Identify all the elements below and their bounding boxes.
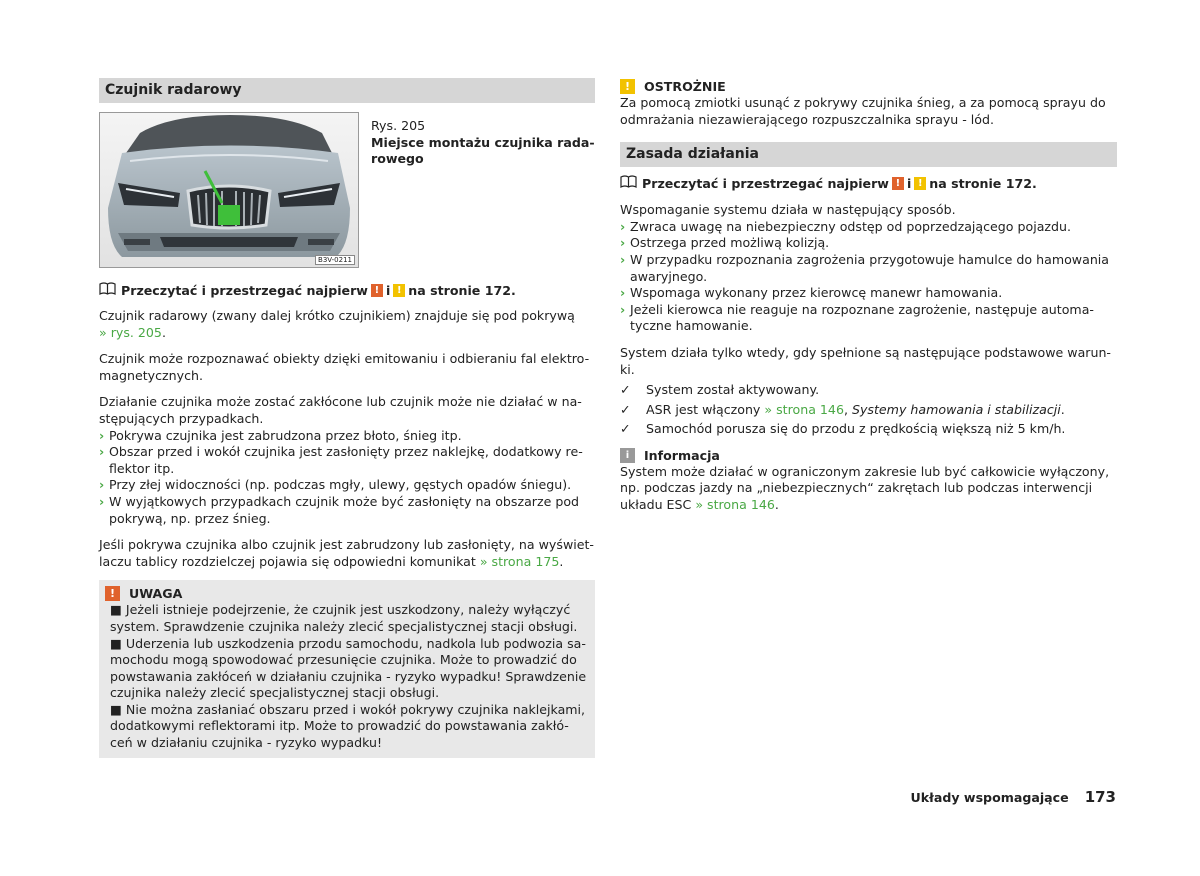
warning-icon: ! xyxy=(371,284,383,297)
caution-text: Za pomocą zmiotki usunąć z pokrywy czujnika śnieg, a za pomocą sprayu do odmrażania niezawierającego rozpuszczalnika sprayu - lód. xyxy=(620,95,1106,127)
check-item: ✓ ASR jest włączony » strona 146, Systemy hamowania i stabilizacji. xyxy=(620,400,1117,420)
link-fig-205[interactable]: » rys. 205 xyxy=(99,324,162,340)
check-item: ✓ System został aktywowany. xyxy=(620,380,1117,400)
list-item: › Zwraca uwagę na niebezpieczny odstęp od poprzedzającego pojazdu. xyxy=(620,218,1072,234)
warning-box xyxy=(99,580,595,757)
section-heading-principle: Zasada działania xyxy=(620,142,1117,167)
section-heading-radar-sensor: Czujnik radarowy xyxy=(99,78,595,103)
car-illustration xyxy=(100,113,358,267)
check-icon: ✓ xyxy=(620,421,631,437)
info-text: System może działać w ograniczonym zakresie lub być całkowicie wyłączony, np. podczas jazdy na „niebezpiecznych“ zakrętach lub podczas interwencji układu ESC » strona 146. xyxy=(620,463,1110,512)
warning-title: ! UWAGA xyxy=(105,584,589,602)
list-item: › Obszar przed i wokół czujnika jest zasłonięty przez naklejkę, dodatkowy re- flektor itp. xyxy=(99,444,583,476)
warning-icon: ! xyxy=(105,586,120,601)
caution-title: ! OSTROŻNIE xyxy=(620,78,1117,95)
read-first-page: na stronie 172. xyxy=(929,175,1037,191)
paragraph-4: Jeśli pokrywa czujnika albo czujnik jest zabrudzony lub zasłonięty, na wyświet- laczu tablicy rozdzielczej pojawia się odpowiedni komunikat » strona 175. xyxy=(99,537,594,569)
list-item: › W wyjątkowych przypadkach czujnik może być zasłonięty na obszarze pod pokrywą, np. przez śnieg. xyxy=(99,493,580,526)
read-first-and: i xyxy=(906,175,912,191)
read-first-note xyxy=(99,281,595,299)
info-icon: i xyxy=(620,448,635,463)
figure-number: Rys. 205 xyxy=(371,118,426,133)
paragraph-1: Czujnik radarowy (zwany dalej krótko czujnikiem) znajduje się pod pokrywą » rys. 205. xyxy=(99,308,575,340)
conditions-text: System działa tylko wtedy, gdy spełnione są następujące podstawowe warun- ki. xyxy=(620,344,1111,377)
list-item: › Pokrywa czujnika jest zabrudzona przez błoto, śnieg itp. xyxy=(99,427,462,443)
link-page-175[interactable]: » strona 175 xyxy=(479,553,560,569)
read-first-text: Przeczytać i przestrzegać najpierw xyxy=(121,282,368,298)
info-title: i Informacja xyxy=(620,447,1117,464)
list-item: › W przypadku rozpoznania zagrożenia przygotowuje hamulce do hamowania awaryjnego. xyxy=(620,251,1110,284)
check-icon: ✓ xyxy=(620,401,631,417)
figure-caption-line-1: Miejsce montażu czujnika rada- xyxy=(371,134,595,150)
figure xyxy=(99,112,595,268)
list-item: › Przy złej widoczności (np. podczas mgły, ulewy, gęstych opadów śniegu). xyxy=(99,477,572,493)
read-first-text: Przeczytać i przestrzegać najpierw xyxy=(642,175,889,191)
read-first-page: na stronie 172. xyxy=(408,282,516,298)
page-number: 173 xyxy=(1084,788,1116,806)
intro-text: Wspomaganie systemu działa w następujący sposób. xyxy=(620,202,956,218)
figure-caption-line-2: rowego xyxy=(371,151,424,167)
read-first-and: i xyxy=(385,282,391,298)
check-icon: ✓ xyxy=(620,382,631,398)
figure-caption xyxy=(371,112,595,268)
page-footer xyxy=(911,788,1116,806)
footer-section-title: Układy wspomagające xyxy=(910,790,1069,805)
link-page-146[interactable]: » strona 146 xyxy=(764,401,844,417)
book-icon xyxy=(620,175,642,191)
bullet-list xyxy=(99,428,595,528)
check-item: ✓ Samochód porusza się do przodu z prędkością większą niż 5 km/h. xyxy=(620,419,1117,439)
paragraph-3: Działanie czujnika może zostać zakłócone lub czujnik może nie działać w na- stępujących przypadkach. xyxy=(99,394,582,426)
book-icon xyxy=(99,282,121,298)
figure-code: B3V-0211 xyxy=(315,255,355,265)
read-first-note xyxy=(620,174,1117,192)
paragraph-2: Czujnik może rozpoznawać obiekty dzięki emitowaniu i odbieraniu fal elektro- magnetycznych. xyxy=(99,351,590,383)
link-page-146[interactable]: » strona 146 xyxy=(695,496,775,512)
check-list xyxy=(620,380,1117,439)
bullet-list xyxy=(620,219,1117,335)
warning-text: ■ Jeżeli istnieje podejrzenie, że czujnik jest uszkodzony, należy wyłączyć system. Sprawdzenie czujnika należy zlecić specjalistycznej stacji obsługi. ■ Uderzenia lub uszkodzenia przodu samochodu, nadkola lub podwozia sa- mochodu mogą spowodować przesunięcie czujnika. Może to prowadzić do powstawania zakłóceń w działaniu czujnika - ryzyko wypadku! Sprawdzenie czujnika należy zlecić specjalistycznej stacji obsługi. ■ Nie można zasłaniać obszaru przed i wokół pokrywy czujnika naklejkami, dodatkowymi reflektorami itp. Może to prowadzić do powstawania zakłó- ceń w działaniu czujnika - ryzyko wypadku! xyxy=(110,602,587,751)
list-item: › Wspomaga wykonany przez kierowcę manewr hamowania. xyxy=(620,285,1003,301)
list-item: › Jeżeli kierowca nie reaguje na rozpoznane zagrożenie, następuje automa- tyczne hamowanie. xyxy=(620,301,1094,334)
caution-icon: ! xyxy=(914,177,926,190)
right-column xyxy=(620,78,1117,513)
left-column xyxy=(99,78,595,758)
car-front-image xyxy=(99,112,359,268)
list-item: › Ostrzega przed możliwą kolizją. xyxy=(620,235,830,251)
warning-icon: ! xyxy=(892,177,904,190)
caution-icon: ! xyxy=(393,284,405,297)
caution-icon: ! xyxy=(620,79,635,94)
